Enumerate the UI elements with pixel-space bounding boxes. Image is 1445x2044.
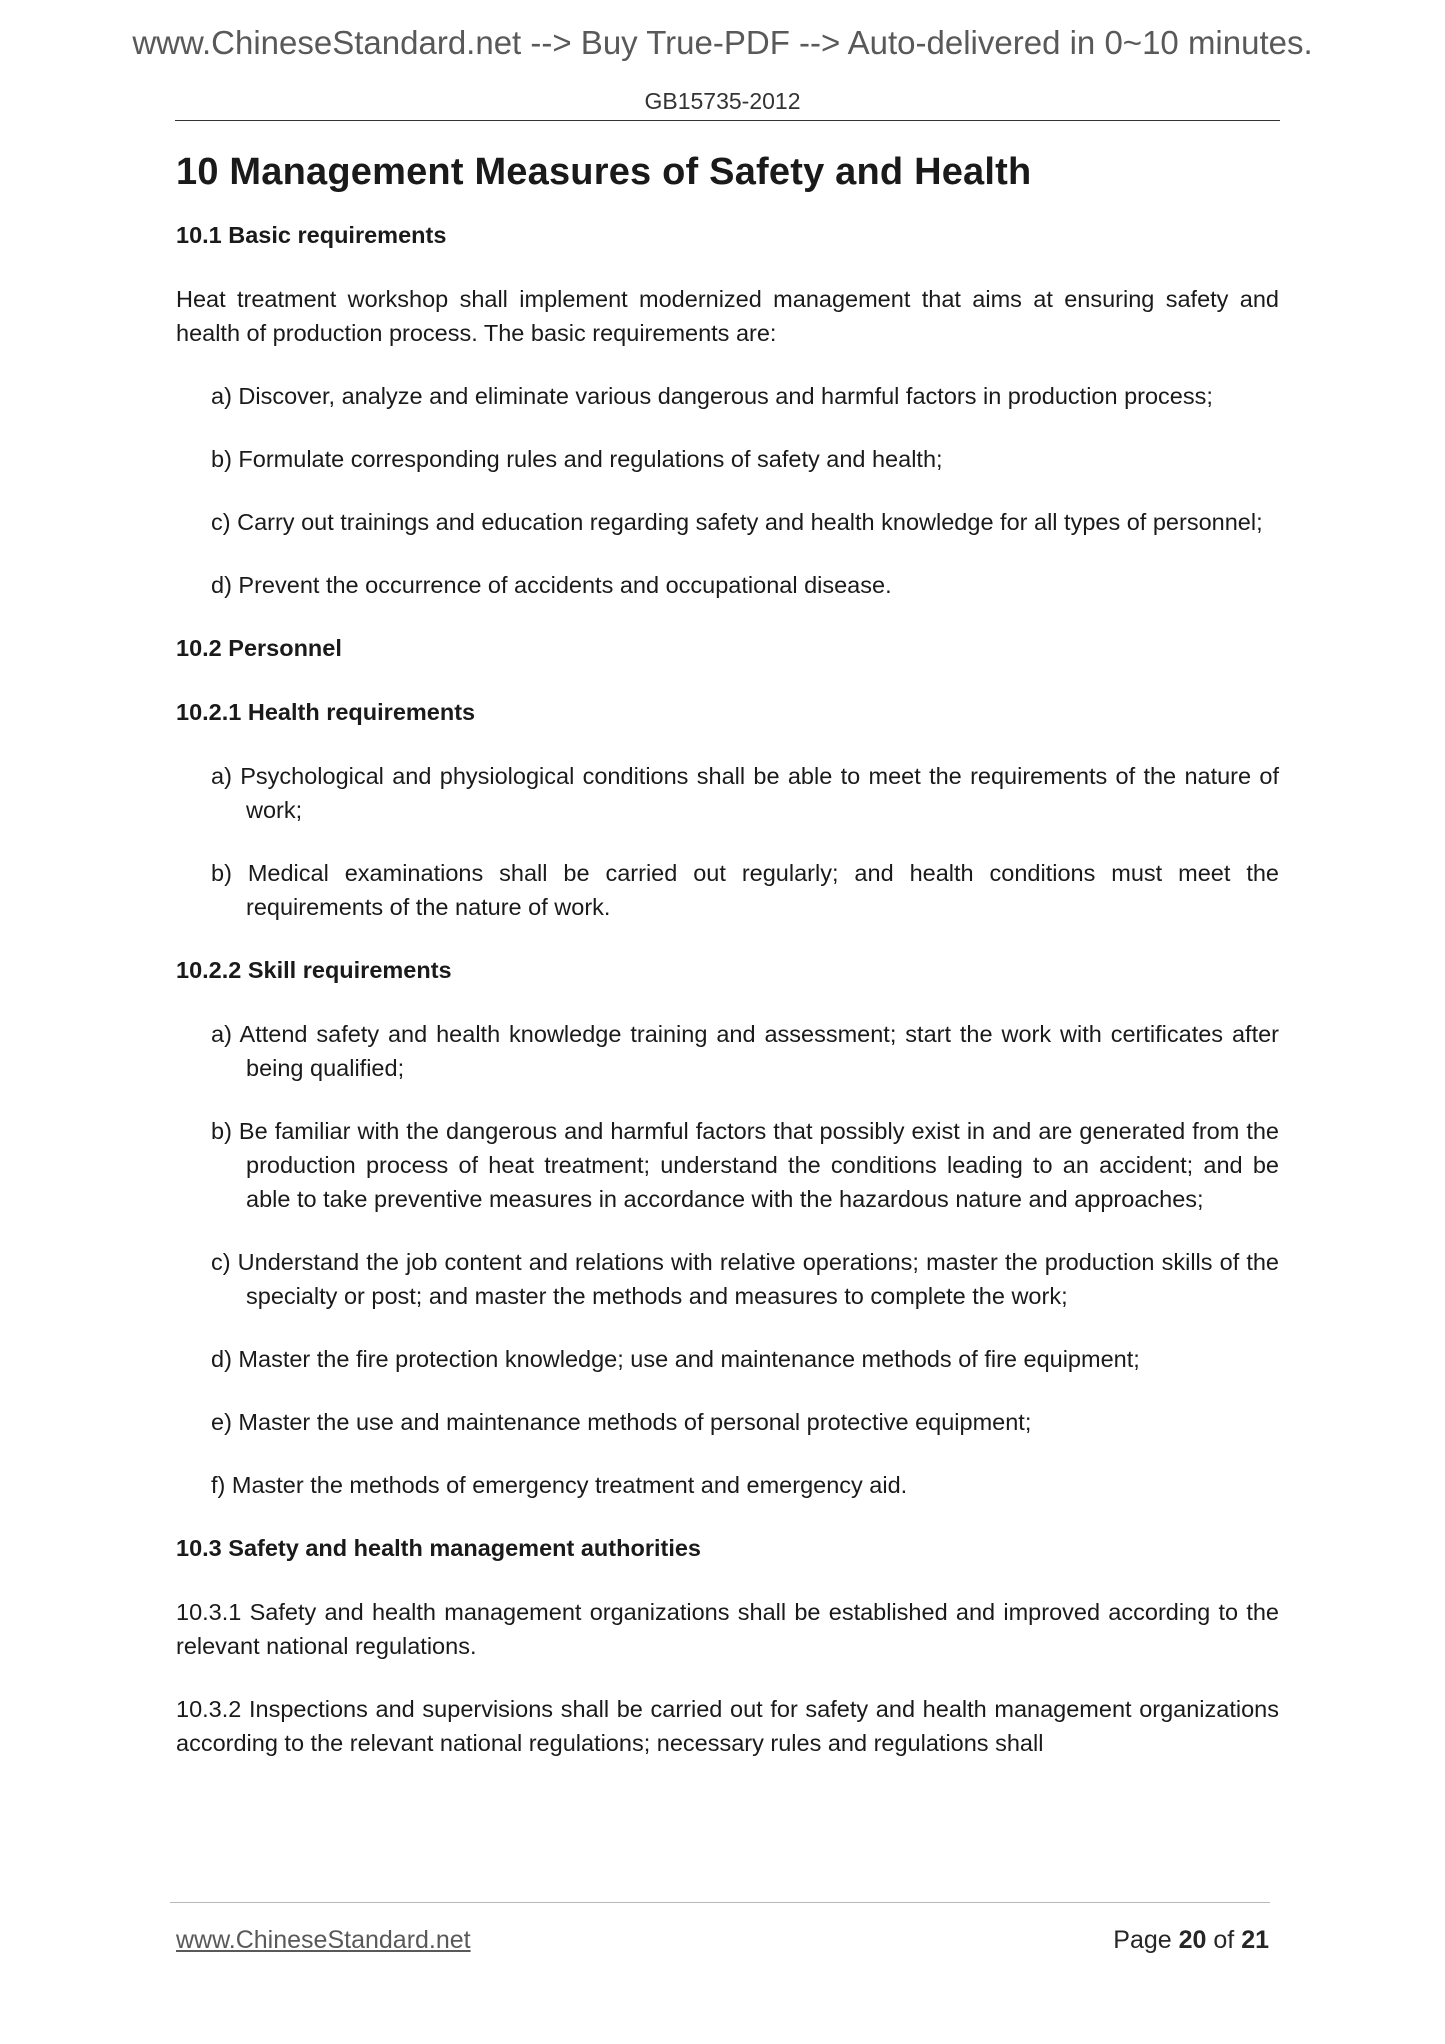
page-indicator — [1113, 1925, 1269, 1955]
list-item: e) Master the use and maintenance methods of personal protective equipment; — [211, 1409, 1032, 1435]
list-item: f) Master the methods of emergency treatment and emergency aid. — [211, 1472, 908, 1498]
footer-divider — [170, 1902, 1270, 1903]
document-code: GB15735-2012 — [644, 88, 801, 114]
clause-10-3-2: 10.3.2 Inspections and supervisions shall be carried out for safety and health management organizations according to the relevant national regulations; necessary rules and regulations shall — [176, 1696, 1279, 1756]
section-heading-10-2: 10.2 Personnel — [176, 635, 342, 661]
chapter-title: 10 Management Measures of Safety and Health — [176, 151, 1032, 193]
section-heading-10-1: 10.1 Basic requirements — [176, 222, 447, 248]
total-pages: 21 — [1241, 1926, 1269, 1954]
site-banner: www.ChineseStandard.net --> Buy True-PDF --> Auto-delivered in 0~10 minutes. — [132, 24, 1313, 61]
section-heading-10-3: 10.3 Safety and health management authorities — [176, 1535, 701, 1561]
page-label: Page — [1113, 1926, 1172, 1954]
list-item: d) Prevent the occurrence of accidents and occupational disease. — [211, 572, 892, 598]
footer-site-link[interactable]: www.ChineseStandard.net — [176, 1926, 471, 1954]
list-item: b) Formulate corresponding rules and regulations of safety and health; — [211, 446, 943, 472]
list-item: b) Medical examinations shall be carried out regularly; and health conditions must meet the requirements of the nature of work. — [211, 860, 1279, 920]
section-heading-10-2-2: 10.2.2 Skill requirements — [176, 957, 452, 983]
list-item: a) Discover, analyze and eliminate various dangerous and harmful factors in production process; — [211, 383, 1213, 409]
list-item: a) Attend safety and health knowledge training and assessment; start the work with certificates after being qualified; — [211, 1021, 1279, 1081]
section-heading-10-2-1: 10.2.1 Health requirements — [176, 699, 476, 725]
list-item: a) Psychological and physiological conditions shall be able to meet the requirements of the nature of work; — [211, 763, 1279, 823]
document-body — [176, 148, 1279, 1789]
list-item: b) Be familiar with the dangerous and harmful factors that possibly exist in and are generated from the production process of heat treatment; understand the conditions leading to an accident; and be able to take preventive measures in accordance with the hazardous nature and approaches; — [211, 1118, 1279, 1212]
clause-10-3-1: 10.3.1 Safety and health management organizations shall be established and improved according to the relevant national regulations. — [176, 1599, 1279, 1659]
list-item: c) Carry out trainings and education regarding safety and health knowledge for all types of personnel; — [211, 509, 1263, 535]
list-item: d) Master the fire protection knowledge; use and maintenance methods of fire equipment; — [211, 1346, 1140, 1372]
section-10-1-intro: Heat treatment workshop shall implement modernized management that aims at ensuring safety and health of production process. The basic requirements are: — [176, 286, 1279, 346]
current-page-number: 20 — [1178, 1926, 1207, 1954]
list-item: c) Understand the job content and relations with relative operations; master the production skills of the specialty or post; and master the methods and measures to complete the work; — [211, 1249, 1279, 1309]
of-label: of — [1213, 1926, 1235, 1954]
header-divider — [175, 120, 1280, 121]
